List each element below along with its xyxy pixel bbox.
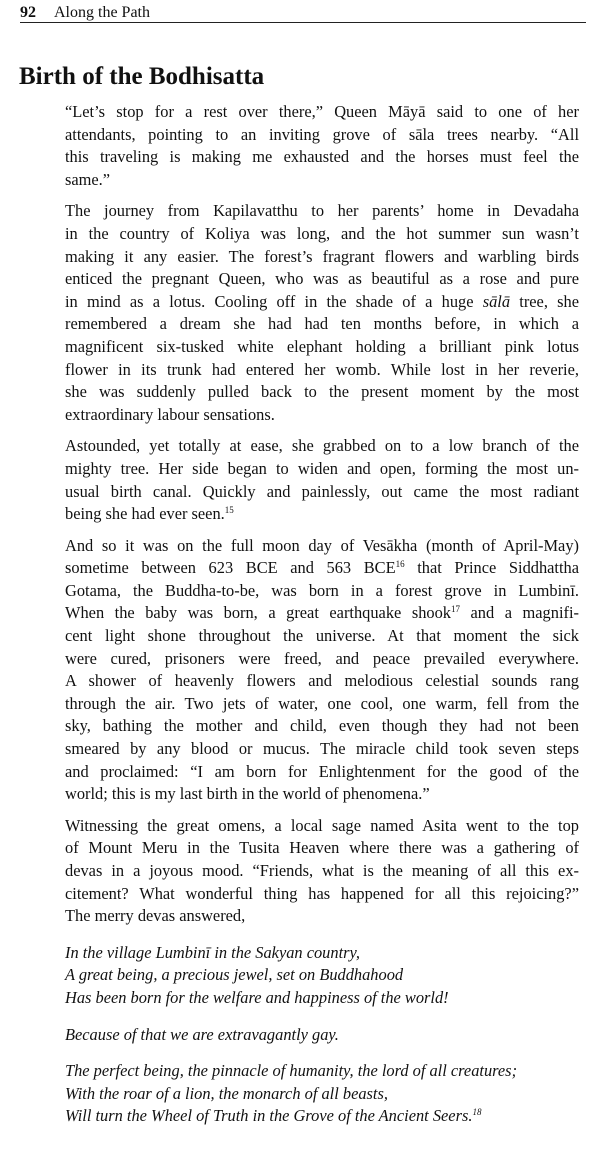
text-segment: in mind as a lotus. Cooling off in the shade of a huge [65,291,483,311]
paragraph-3 [65,435,579,525]
running-header [20,4,586,23]
verse-line: The perfect being, the pinnacle of humanity, the lord of all creatures; [65,1061,518,1081]
verse-line: With the roar of a lion, the monarch of all beasts, [65,1083,388,1103]
verse-stanza-1 [65,942,579,1010]
text-line [65,503,579,526]
footnote-marker: 17 [451,604,460,615]
text-line: citement? What wonderful thing has happened for all this rejoicing?” [65,883,579,903]
text-line [65,602,579,625]
text-line: Astounded, yet totally at ease, she grabbed on to a low branch of the [65,436,579,456]
text-line: “Let’s stop for a rest over there,” Queen Māyā said to one of her [65,102,579,121]
section-heading: Birth of the Bodhisatta [19,63,265,90]
text-line: The merry devas answered, [65,906,246,926]
text-line: and proclaimed: “I am born for Enlightenment for the good of the [65,761,579,781]
verse-line [65,1105,579,1128]
footnote-marker: 18 [472,1107,482,1118]
text-segment: that Prince Siddhattha [404,558,580,578]
paragraph-2 [65,200,579,426]
italic-term: sālā [482,291,511,311]
footnote-marker: 16 [395,559,405,570]
footnote-marker: 15 [224,505,234,516]
text-segment: being she had ever seen. [65,504,225,524]
page-number: 92 [20,4,36,21]
text-line: in the country of Koliya was long, and the hot summer sun wasn’t [65,223,579,243]
text-line: cent light shone throughout the universe. At that moment the sick [65,626,579,646]
text-line: extraordinary labour sensations. [65,404,275,424]
verse-line: Has been born for the welfare and happiness of the world! [65,987,449,1007]
verse-stanza-3 [65,1060,579,1128]
text-line: flower in its trunk had entered her womb. While lost in her reverie, [65,359,579,379]
text-line [65,291,579,314]
verse-line: A great being, a precious jewel, set on Buddhahood [65,965,404,985]
text-segment: Will turn the Wheel of Truth in the Grove of the Ancient Seers. [65,1106,473,1126]
text-line: of Mount Meru in the Tusita Heaven where there was a gathering of [65,838,579,858]
text-line: enticed the pregnant Queen, who was as beautiful as a rose and pure [65,269,579,289]
text-line: remembered a dream she had had ten months before, in which a [65,314,579,334]
verse-line: In the village Lumbinī in the Sakyan country, [65,942,360,962]
text-line: sky, bathing the mother and child, even though they had not been [65,716,579,736]
text-segment: When the baby was born, a great earthquake shook [65,603,451,623]
text-line: And so it was on the full moon day of Vesākha (month of April-May) [65,535,579,555]
verse-stanza-2 [65,1024,579,1047]
text-line: smeared by any blood or mucus. The miracle child took seven steps [65,739,579,759]
text-line: world; this is my last birth in the world of phenomena.” [65,784,430,804]
running-title: Along the Path [54,4,150,21]
text-line: usual birth canal. Quickly and painlessly, out came the most radiant [65,481,579,501]
body-text [65,101,579,1140]
text-line: this traveling is making me exhausted and the horses must feel the [65,147,579,167]
text-line: attendants, pointing to an inviting grove of sāla trees nearby. “All [65,124,579,144]
text-line [65,557,579,580]
paragraph-5 [65,815,579,928]
text-line: Witnessing the great omens, a local sage named Asita went to the top [65,815,579,835]
text-line: The journey from Kapilavatthu to her parents’ home in Devadaha [65,201,579,221]
text-line: magnificent six-tusked white elephant holding a brilliant pink lotus [65,336,579,356]
text-line: same.” [65,169,111,189]
text-line: she was suddenly pulled back to the present moment by the most [65,382,579,402]
text-segment: tree, she [510,291,579,311]
text-line: devas in a joyous mood. “Friends, what is the meaning of all this ex- [65,861,579,880]
text-line: mighty tree. Her side began to widen and open, forming the most un- [65,458,579,478]
text-line: making it any easier. The forest’s fragrant flowers and warbling birds [65,246,579,266]
text-segment: and a magnifi- [460,603,579,623]
text-line: Gotama, the Buddha-to-be, was born in a forest grove in Lumbinī. [65,580,579,600]
paragraph-1 [65,101,579,191]
text-line: were cured, prisoners were freed, and peace prevailed everywhere. [65,648,579,668]
text-line: through the air. Two jets of water, one cool, one warm, fell from the [65,693,579,713]
text-segment: sometime between 623 BCE and 563 BCE [65,558,396,578]
text-line: A shower of heavenly flowers and melodious celestial sounds rang [65,671,579,691]
paragraph-4 [65,535,579,806]
verse-line: Because of that we are extravagantly gay. [65,1024,339,1044]
